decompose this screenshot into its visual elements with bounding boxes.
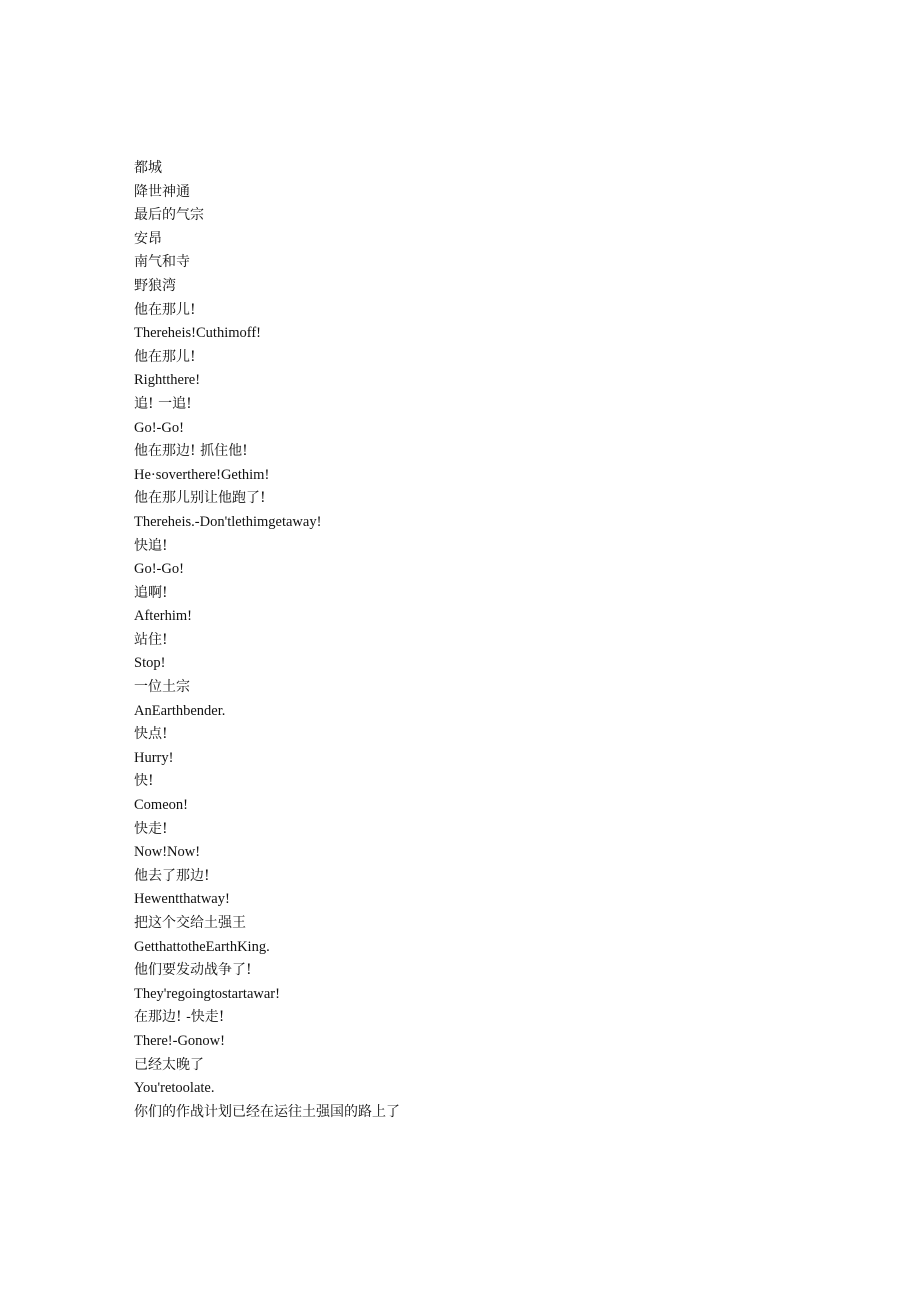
subtitle-line-chinese: 追啊! — [134, 584, 168, 601]
subtitle-line-english: Hurry! — [134, 749, 174, 766]
subtitle-line-chinese: 他们要发动战争了! — [134, 962, 252, 979]
subtitle-line-chinese: 他在那边! 抓住他! — [134, 443, 248, 460]
subtitle-line-chinese: 快走! — [134, 820, 168, 837]
subtitle-line-english: Now!Now! — [134, 844, 201, 861]
subtitle-line-chinese: 他在那儿! — [134, 348, 196, 365]
subtitle-line-english: Afterhim! — [134, 608, 192, 625]
subtitle-line-chinese: 你们的作战计划已经在运往土强国的路上了 — [134, 1103, 400, 1120]
subtitle-line-english: GetthattotheEarthKing. — [134, 938, 270, 955]
subtitle-line-english: Thereheis!Cuthimoff! — [134, 325, 261, 342]
subtitle-line-chinese: 追! 一追! — [134, 395, 192, 412]
subtitle-line-chinese: 都城 — [134, 160, 162, 176]
subtitle-line-chinese: 一位土宗 — [134, 679, 190, 696]
subtitle-line-chinese: 他在那儿! — [134, 301, 196, 318]
subtitle-line-chinese: 降世神通 — [134, 183, 190, 200]
subtitle-line-chinese: 快! — [134, 773, 154, 790]
subtitle-line-english: Go!-Go! — [134, 561, 184, 578]
subtitle-line-chinese: 最后的气宗 — [134, 207, 204, 224]
subtitle-line-chinese: 快追! — [134, 537, 168, 554]
subtitle-line-chinese: 南气和寺 — [134, 254, 190, 271]
subtitle-line-chinese: 已经太晚了 — [134, 1056, 204, 1073]
subtitle-line-english: Stop! — [134, 655, 166, 672]
subtitle-line-chinese: 站住! — [134, 631, 168, 648]
subtitle-line-english: Hewentthatway! — [134, 891, 230, 908]
subtitle-line-english: He·soverthere!Gethim! — [134, 466, 270, 483]
subtitle-line-list — [134, 157, 400, 1124]
subtitle-line-chinese: 安昂 — [134, 230, 162, 247]
subtitle-line-english: They'regoingtostartawar! — [134, 985, 280, 1002]
subtitle-line-english: Rightthere! — [134, 372, 201, 389]
subtitle-line-english: There!-Gonow! — [134, 1032, 225, 1049]
subtitle-line-chinese: 他在那儿别让他跑了! — [134, 490, 266, 507]
subtitle-line-chinese: 在那边! -快走! — [134, 1009, 225, 1026]
subtitle-line-english: AnEarthbender. — [134, 702, 226, 719]
subtitle-line-chinese: 快点! — [134, 726, 168, 743]
subtitle-line-chinese: 野狼湾 — [134, 277, 176, 294]
subtitle-line-english: Thereheis.-Don'tlethimgetaway! — [134, 513, 322, 530]
subtitle-line-english: You'retoolate. — [134, 1080, 215, 1097]
subtitle-line-chinese: 把这个交给土强王 — [134, 915, 246, 931]
subtitle-line-chinese: 他去了那边! — [134, 867, 210, 884]
subtitle-line-english: Go!-Go! — [134, 419, 184, 436]
subtitle-line-english: Comeon! — [134, 797, 188, 814]
